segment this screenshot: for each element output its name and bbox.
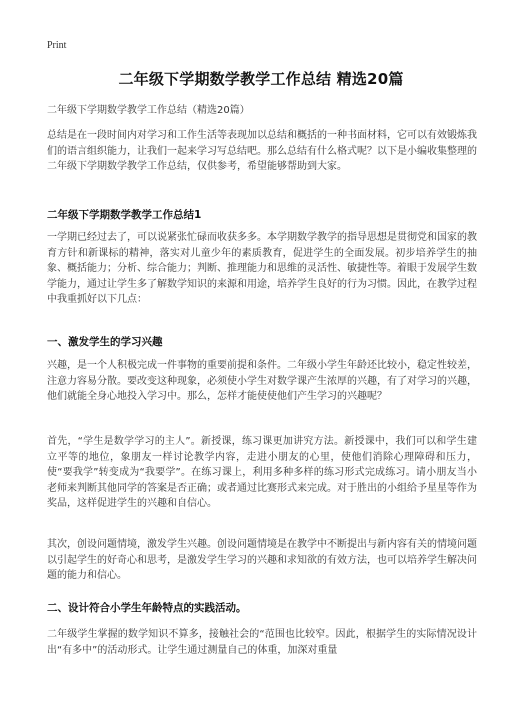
intro-paragraph: 总结是在一段时间内对学习和工作生活等表现加以总结和概括的一种书面材料，它可以有效锻炼我们的语言组织能力，让我们一起来学习写总结吧。那么总结有什么格式呢？以下是小编收集整理的二年级下学期数学教学工作总结，仅供参考，希望能够帮助到大家。 [47, 130, 477, 172]
heading-stimulate-interest: 一、激发学生的学习兴趣 [47, 336, 163, 348]
paragraph-activities: 二年级学生掌握的数学知识不算多，接触社会的“范围也比较窄。因此，根据学生的实际情况设计出“有多中”的活动形式。让学生通过测量自己的体重，加深对重量 [47, 629, 477, 656]
section-title: 二年级下学期数学教学工作总结1 [47, 209, 202, 221]
heading-practice-activities: 二、设计符合小学生年龄特点的实践活动。 [47, 602, 247, 614]
document-title: 二年级下学期数学教学工作总结 精选20篇 [118, 70, 404, 88]
section-paragraph: 一学期已经过去了，可以说紧张忙碌而收获多多。本学期数学教学的指导思想是贯彻党和国家的教育方针和新课标的精神，落实对儿童少年的素质教育，促进学生的全面发展。初步培养学生的抽象、概括能力；分析、综合能力；判断、推理能力和思维的灵活性、敏捷性等。着眼于发展学生数学能力，通过让学生多了解数学知识的来源和用途，培养学生良好的行为习惯。因此，在教学过程中我重抓好以下几点： [47, 232, 477, 305]
paragraph-second-point: 其次，创设问题情境，激发学生兴趣。创设问题情境是在教学中不断提出与新内容有关的情境问题以引起学生的好奇心和思考，是激发学生学习的兴趣和求知欲的有效方法，也可以培养学生解决问题的能力和信心。 [47, 539, 477, 581]
print-link[interactable]: Print [47, 40, 67, 51]
paragraph-first-point: 首先，“学生是数学学习的主人”。新授课，练习课更加讲究方法。新授课中，我们可以和学生建立平等的地位，象朋友一样讨论教学内容，走进小朋友的心里，使他们消除心理障碍和压力，使“要我学”转变成为“我要学”。在练习课上，利用多种多样的练习形式完成练习。请小朋友当小老师来判断其他同学的答案是否正确；或者通过比赛形式来完成。对于胜出的小组给予星星等作为奖品，这样促进学生的兴趣和自信心。 [47, 436, 477, 509]
paragraph-interest: 兴趣，是一个人积极完成一件事物的重要前提和条件。二年级小学生年龄还比较小，稳定性较差，注意力容易分散。要改变这种现象，必须使小学生对数学课产生浓厚的兴趣，有了对学习的兴趣，他们就能全身心地投入学习中。那么，怎样才能使使他们产生学习的兴趣呢？ [47, 360, 477, 402]
document-subtitle: 二年级下学期数学教学工作总结（精选20篇） [47, 105, 250, 116]
